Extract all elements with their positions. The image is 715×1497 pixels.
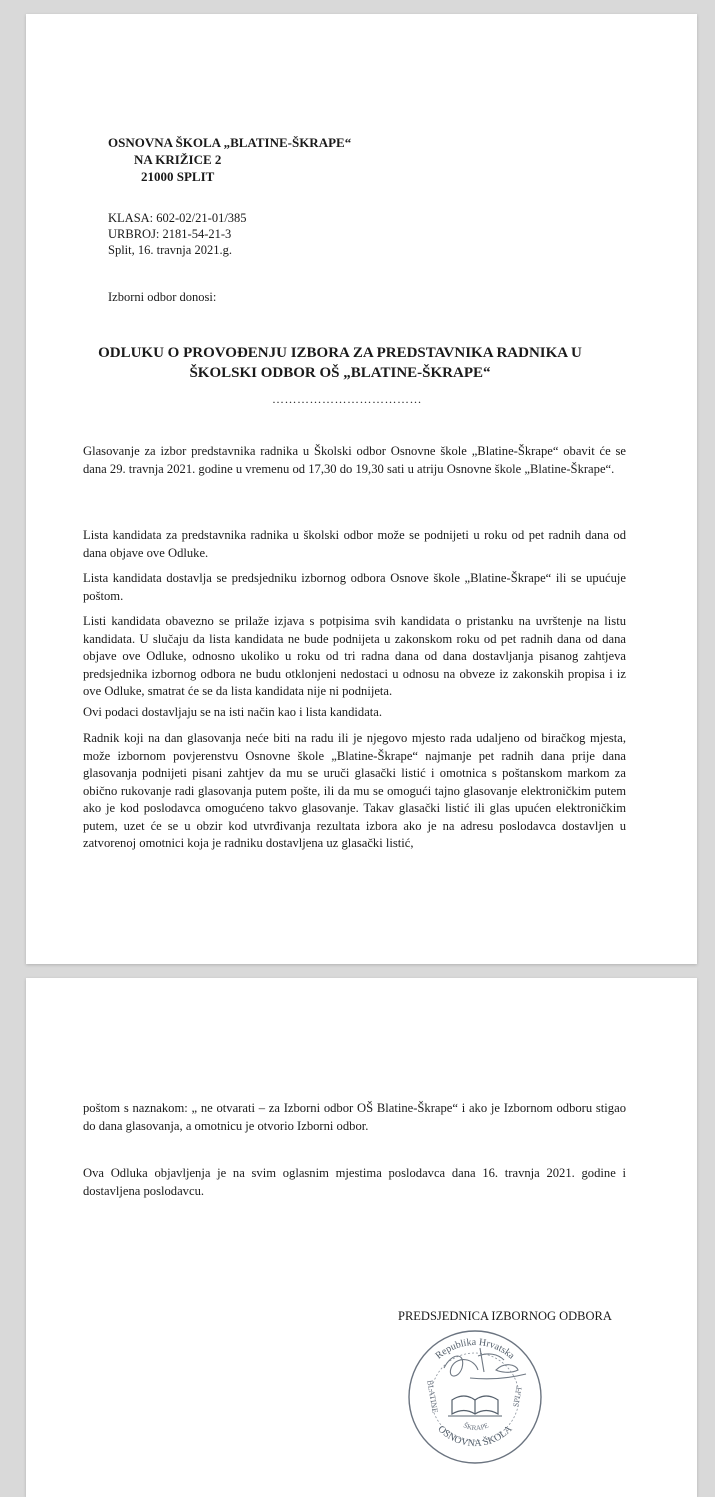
decision-title-line1: ODLUKU O PROVOĐENJU IZBORA ZA PREDSTAVNIKA RADNIKA U xyxy=(98,345,582,361)
document-date: Split, 16. travnja 2021.g. xyxy=(108,243,232,257)
official-stamp xyxy=(400,1322,550,1472)
school-street: NA KRIŽICE 2 xyxy=(134,152,222,167)
stamp-left-text: BLATINE xyxy=(425,1379,440,1414)
signature-title: PREDSJEDNICA IZBORNOG ODBORA xyxy=(398,1309,612,1323)
book-icon xyxy=(448,1396,502,1416)
title-dots: ……………………………… xyxy=(272,392,422,406)
school-name: OSNOVNA ŠKOLA „BLATINE-ŠKRAPE“ xyxy=(108,135,352,150)
stamp-top-text: Republika Hrvatska xyxy=(433,1336,517,1362)
school-city: 21000 SPLIT xyxy=(141,169,215,184)
stamp-inner-text: ŠKRAPE xyxy=(462,1421,490,1433)
paragraph-remote-voting: Radnik koji na dan glasovanja neće biti na radu ili je njegovo mjesto rada udaljeno od biračkog mjesta, može izbornom povjerenstvu Osnovne škole „Blatine-Škrape“ najmanje pet radnih dana prije dana glasovanja podnijeti pisani zahtjev da mu se uruči glasački listić i omotnica s poštanskom markom za obično rukovanje radi glasovanja putem pošte, ili da mu se omogući tajno glasovanje elektroničkim putem ako je kod poslodavca omogućeno takvo glasovanje. Takav glasački listić ili glas upućen elektroničkim putem, uzet će se u obzir kod utvrđivanja rezultata izbora ako je na adresu poslodavca dostavljen u zatvorenoj omotnici koja je radniku dostavljena uz glasački listić, xyxy=(83,731,626,850)
document-page-2 xyxy=(26,978,697,1497)
paragraph-publication: Ova Odluka objavljenja je na svim oglasnim mjestima poslodavca dana 16. travnja 2021. godine i dostavljena poslodavcu. xyxy=(83,1166,626,1198)
stamp-bottom-text: OSNOVNA ŠKOLA xyxy=(435,1423,515,1450)
klasa: KLASA: 602-02/21-01/385 xyxy=(108,211,247,225)
paragraph-envelope-marking: poštom s naznakom: „ ne otvarati – za Izborni odbor OŠ Blatine-Škrape“ i ako je Izbornom odboru stigao do dana glasovanja, a omotnicu je otvorio Izborni odbor. xyxy=(83,1101,626,1133)
paragraph-list-delivery: Lista kandidata dostavlja se predsjedniku izbornog odbora Osnove škole „Blatine-Škrape“ ili se upućuje poštom. xyxy=(83,571,626,603)
paragraph-data-delivery: Ovi podaci dostavljaju se na isti način kao i lista kandidata. xyxy=(83,705,383,719)
stamp-right-text: SPLIT xyxy=(511,1385,524,1408)
paragraph-voting-date: Glasovanje za izbor predstavnika radnika u Školski odbor Osnovne škole „Blatine-Škrape“ obavit će se dana 29. travnja 2021. godine u vremenu od 17,30 do 19,30 sati u atriju Osnovne škole „Blatine-Škrape“. xyxy=(83,444,626,476)
paragraph-candidate-statement: Listi kandidata obavezno se prilaže izjava s potpisima svih kandidata o pristanku na uvrštenje na listu kandidata. U slučaju da lista kandidata ne bude podnijeta u zakonskom roku od pet radnih dana od dana objave ove Odluke, odnosno ukoliko u roku od tri radna dana od dana dostavljanja pisanog zahtjeva predsjednika izbornog odbora ne budu otklonjeni nedostaci u odnosu na obveze iz zakonskih propisa i iz ove Odluke, smatrat će se da lista kandidata nije ni podnijeta. xyxy=(83,614,626,698)
decision-title-line2: ŠKOLSKI ODBOR OŠ „BLATINE-ŠKRAPE“ xyxy=(189,365,491,381)
urbroj: URBROJ: 2181-54-21-3 xyxy=(108,227,232,241)
intro-text: Izborni odbor donosi: xyxy=(108,290,217,304)
paragraph-candidate-list: Lista kandidata za predstavnika radnika u školski odbor može se podnijeti u roku od pet radnih dana od dana objave ove Odluke. xyxy=(83,528,626,560)
